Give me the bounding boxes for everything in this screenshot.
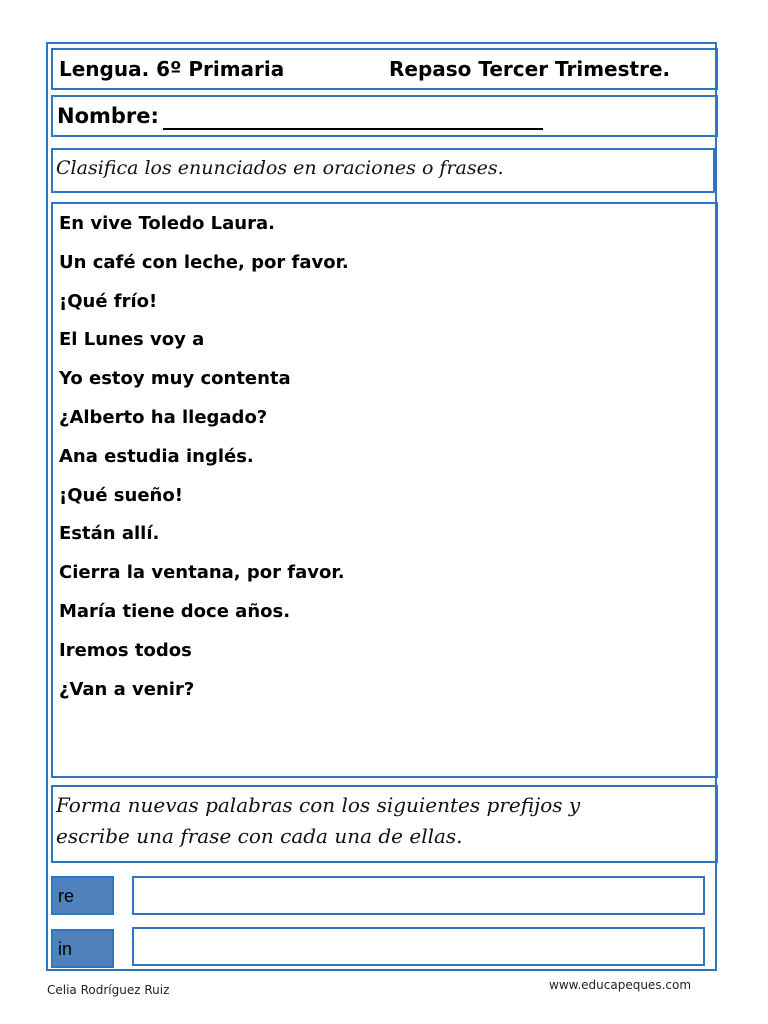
answer-field-re[interactable]: [132, 876, 705, 915]
list-item: El Lunes voy a: [59, 329, 205, 351]
list-item: Están allí.: [59, 523, 160, 545]
name-field-line[interactable]: [163, 128, 543, 130]
list-item: Cierra la ventana, por favor.: [59, 562, 345, 584]
header-bar: [51, 48, 718, 90]
sentence-list-box: [51, 202, 718, 778]
answer-field-in[interactable]: [132, 927, 705, 966]
prefix-label-re: re: [51, 876, 114, 915]
list-item: ¿Alberto ha llegado?: [59, 406, 268, 428]
instruction-1-text: Clasifica los enunciados en oraciones o frases.: [56, 157, 504, 179]
instruction-box-1: [51, 148, 715, 193]
list-item: Iremos todos: [59, 639, 192, 661]
list-item: Ana estudia inglés.: [59, 445, 254, 467]
name-row: [51, 95, 718, 137]
list-item: María tiene doce años.: [59, 600, 291, 622]
website-link[interactable]: www.educapeques.com: [549, 978, 692, 992]
sentence-list: [59, 212, 349, 716]
list-item: ¡Qué sueño!: [59, 484, 183, 506]
list-item: Yo estoy muy contenta: [59, 368, 291, 390]
list-item: ¡Qué frío!: [59, 290, 158, 312]
list-item: ¿Van a venir?: [59, 678, 195, 700]
prefix-label-in: in: [51, 929, 114, 968]
instruction-2-line-1: Forma nuevas palabras con los siguientes prefijos y: [56, 793, 581, 817]
name-label: Nombre:: [57, 104, 159, 128]
list-item: Un café con leche, por favor.: [59, 251, 349, 273]
worksheet-title: Lengua. 6º Primaria: [59, 57, 285, 81]
author-credit: Celia Rodríguez Ruiz: [47, 983, 170, 997]
list-item: En vive Toledo Laura.: [59, 213, 275, 234]
instruction-box-2: [51, 785, 718, 863]
worksheet-subtitle: Repaso Tercer Trimestre.: [389, 57, 671, 81]
instruction-2-line-2: escribe una frase con cada una de ellas.: [56, 824, 463, 848]
